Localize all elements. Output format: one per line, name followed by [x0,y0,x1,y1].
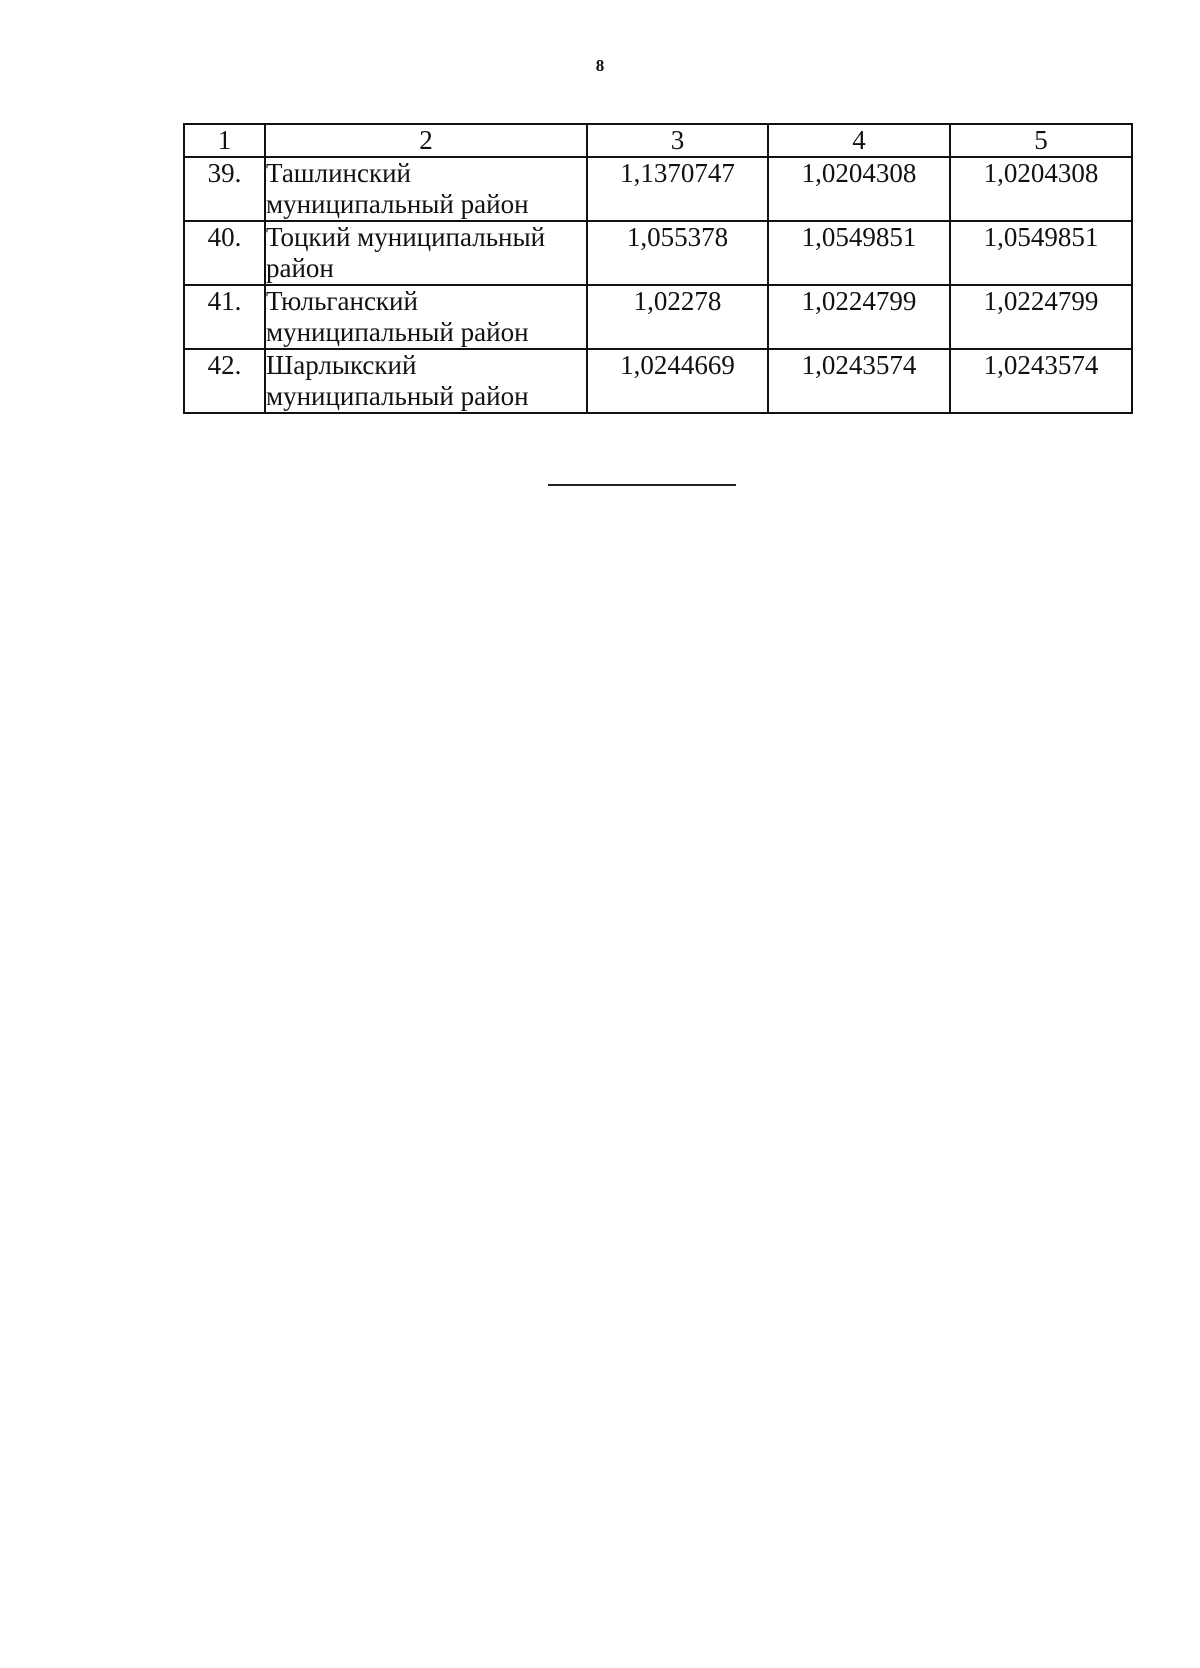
column-header-4: 4 [768,124,950,157]
column-header-2: 2 [265,124,587,157]
table-row [184,285,1132,349]
table-row [184,157,1132,221]
value-col-3: 1,0244669 [587,349,768,413]
value-col-4: 1,0204308 [768,157,950,221]
value-col-4: 1,0549851 [768,221,950,285]
value-col-4: 1,0224799 [768,285,950,349]
value-col-3: 1,02278 [587,285,768,349]
value-col-5: 1,0549851 [950,221,1132,285]
column-header-1: 1 [184,124,265,157]
column-header-3: 3 [587,124,768,157]
row-number: 39. [184,157,265,221]
row-number: 41. [184,285,265,349]
value-col-4: 1,0243574 [768,349,950,413]
district-name: Ташлинский муниципальный район [265,157,587,221]
district-name: Тоцкий муниципальный район [265,221,587,285]
value-col-5: 1,0204308 [950,157,1132,221]
table-row [184,221,1132,285]
value-col-3: 1,1370747 [587,157,768,221]
district-name: Шарлыкский муниципальный район [265,349,587,413]
value-col-5: 1,0224799 [950,285,1132,349]
data-table [183,123,1133,414]
table-header-row [184,124,1132,157]
value-col-3: 1,055378 [587,221,768,285]
end-of-document-rule [548,484,736,486]
value-col-5: 1,0243574 [950,349,1132,413]
row-number: 42. [184,349,265,413]
row-number: 40. [184,221,265,285]
district-name: Тюльганский муниципальный район [265,285,587,349]
table-row [184,349,1132,413]
column-header-5: 5 [950,124,1132,157]
page-number: 8 [595,56,605,75]
